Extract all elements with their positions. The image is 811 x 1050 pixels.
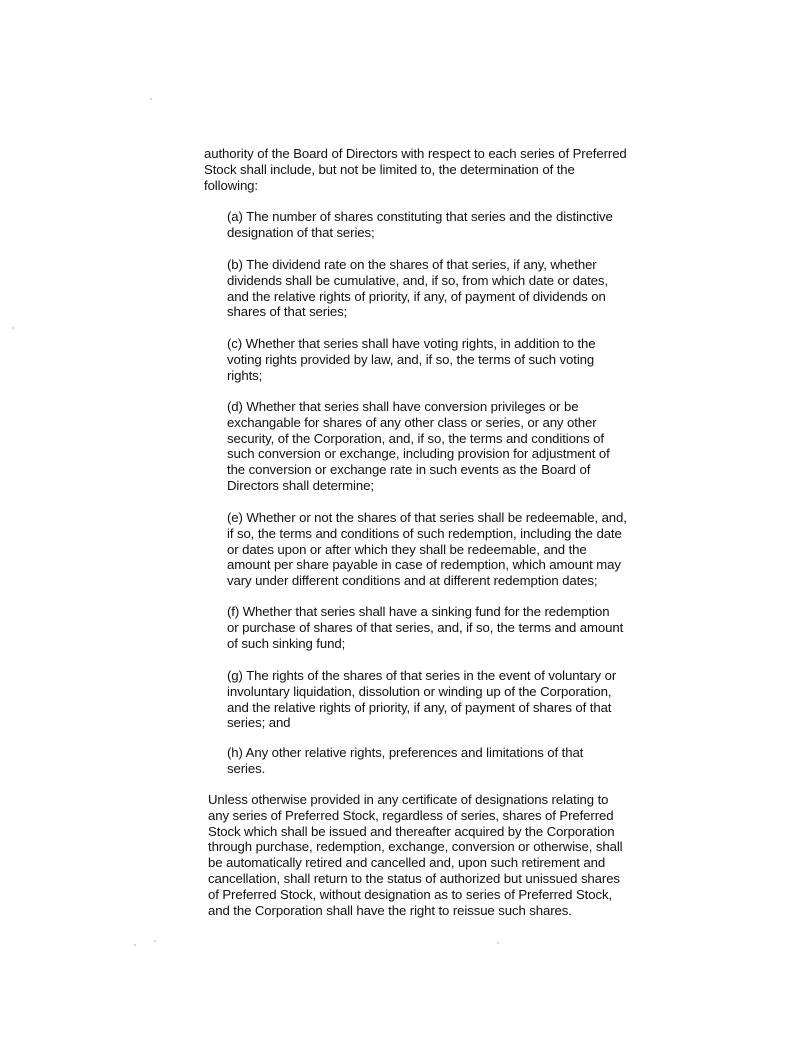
scan-speck (497, 942, 499, 944)
list-item-e: (e) Whether or not the shares of that series shall be redeemable, and, if so, the terms and conditions of such redemption, including the date or dates upon or after which they shall be redeemable, and the amount per share payable in case of redemption, which amount may vary under different conditions and at different redemption dates; (227, 510, 627, 589)
closing-paragraph: Unless otherwise provided in any certificate of designations relating to any series of Preferred Stock, regardless of series, shares of Preferred Stock which shall be issued and thereafter acquired by the Corporation through purchase, redemption, exchange, conversion or otherwise, shall be automatically retired and cancelled and, upon such retirement and cancellation, shall return to the status of authorized but unissued shares of Preferred Stock, without designation as to series of Preferred Stock, and the Corporation shall have the right to reissue such shares. (208, 792, 623, 918)
list-item-d: (d) Whether that series shall have conversion privileges or be exchangable for shares of any other class or series, or any other security, of the Corporation, and, if so, the terms and conditions of such conversion or exchange, including provision for adjustment of the conversion or exchange rate in such events as the Board of Directors shall determine; (227, 399, 610, 493)
scan-speck (150, 98, 152, 100)
scan-speck (12, 327, 14, 329)
scan-speck (154, 940, 156, 942)
list-item-f: (f) Whether that series shall have a sinking fund for the redemption or purchase of shares of that series, and, if so, the terms and amount of such sinking fund; (227, 604, 624, 651)
list-item-h: (h) Any other relative rights, preferences and limitations of that series. (227, 745, 584, 776)
list-item-b: (b) The dividend rate on the shares of that series, if any, whether dividends shall be cumulative, and, if so, from which date or dates, and the relative rights of priority, if any, of payment of dividends on shares of that series; (227, 257, 608, 320)
intro-paragraph: authority of the Board of Directors with respect to each series of Preferred Stock shall include, but not be limited to, the determination of the following: (204, 146, 627, 193)
list-item-a: (a) The number of shares constituting that series and the distinctive designation of that series; (227, 209, 613, 240)
list-item-c: (c) Whether that series shall have voting rights, in addition to the voting rights provided by law, and, if so, the terms of such voting rights; (227, 336, 596, 383)
scan-speck (134, 944, 136, 946)
list-item-g: (g) The rights of the shares of that series in the event of voluntary or involuntary liquidation, dissolution or winding up of the Corporation, and the relative rights of priority, if any, of payment of shares of that series; and (227, 668, 617, 731)
